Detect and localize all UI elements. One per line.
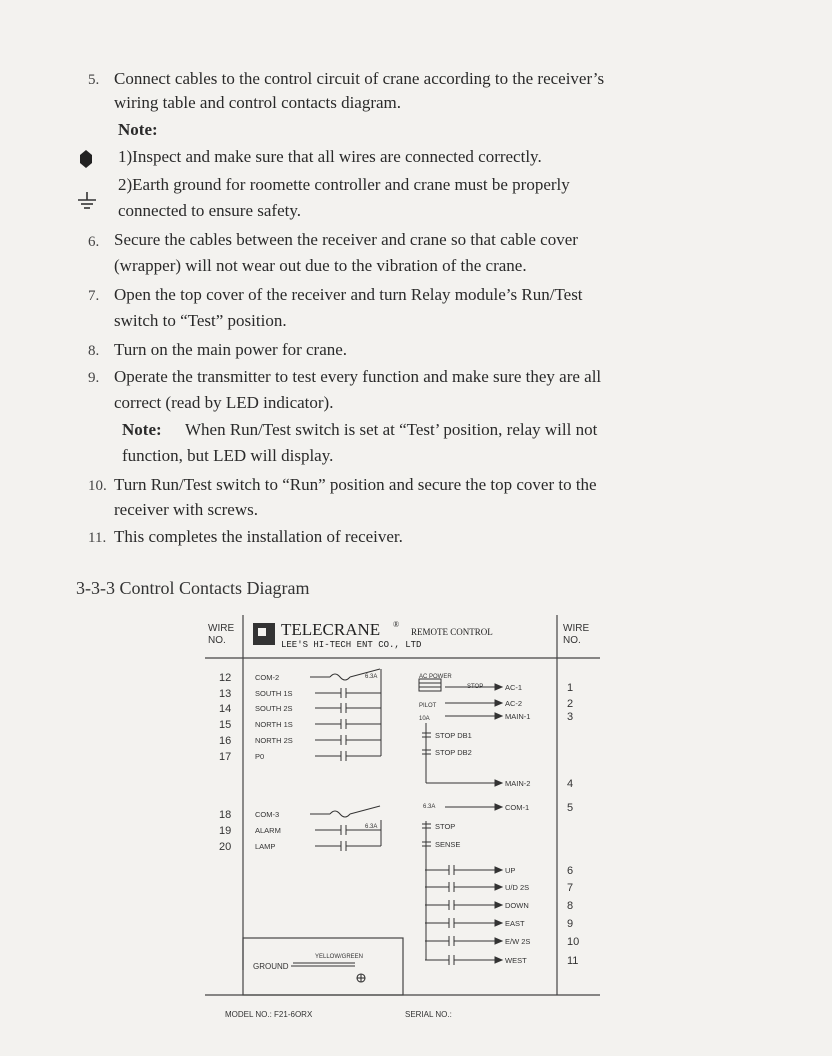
right-terminal-label: MAIN-1: [505, 712, 531, 721]
fuse10-label: 10A: [419, 716, 430, 722]
contact-symbol: [445, 713, 502, 719]
note-label: Note:: [118, 120, 158, 139]
contact-symbol: [425, 955, 502, 965]
bus-line: [419, 679, 495, 960]
stop-small-label: STOP: [467, 684, 484, 690]
model-number: MODEL NO.: F21-6ORX: [225, 1010, 313, 1019]
step-text: Operate the transmitter to test every function and make sure they are all: [114, 367, 602, 386]
left-terminal-label: SOUTH 2S: [255, 704, 293, 713]
fuse-label: 6.3A: [365, 674, 378, 680]
left-wire-number: 18: [219, 809, 232, 821]
pilot-label: PILOT: [419, 703, 437, 709]
note-item: 1)Inspect and make sure that all wires are connected correctly.: [118, 147, 542, 166]
note-text: When Run/Test switch is set at “Test’ position, relay will not: [185, 420, 598, 439]
right-wire-number: 5: [567, 802, 574, 814]
contact-symbol: [425, 865, 502, 875]
left-wire-number: 14: [219, 703, 232, 715]
right-terminal-label: AC-1: [505, 683, 523, 692]
wire-no-header: WIRE: [563, 623, 590, 634]
right-wire-number: 7: [567, 882, 574, 894]
fuse-label: 6.3A: [423, 804, 436, 810]
step-number: 5.: [88, 72, 100, 88]
step-text: Open the top cover of the receiver and turn Relay module’s Run/Test: [114, 285, 583, 304]
left-wire-number: 13: [219, 688, 232, 700]
step-text: wiring table and control contacts diagram.: [114, 93, 402, 112]
step-text: This completes the installation of receiver.: [114, 527, 403, 546]
left-wire-number: 17: [219, 751, 232, 763]
serial-number: SERIAL NO.:: [405, 1010, 452, 1019]
contact-symbol: [425, 918, 502, 928]
right-terminal-label: STOP: [435, 822, 456, 831]
yellow-green-label: YELLOW/GREEN: [315, 954, 364, 960]
contact-symbol: [315, 719, 381, 729]
step-number: 10.: [88, 478, 107, 494]
right-terminal-label: SENSE: [435, 840, 461, 849]
step-text: Connect cables to the control circuit of crane according to the receiver’s: [114, 69, 605, 88]
left-terminal-label: NORTH 1S: [255, 720, 293, 729]
step-number: 6.: [88, 234, 100, 250]
warning-icon: [79, 150, 93, 173]
right-terminal-label: COM-1: [505, 803, 530, 812]
step-text: correct (read by LED indicator).: [114, 393, 334, 412]
step-text: (wrapper) will not wear out due to the vibration of the crane.: [114, 256, 527, 275]
contact-symbol: [310, 806, 380, 817]
right-terminal-label: MAIN-2: [505, 779, 531, 788]
contact-symbol: [315, 703, 381, 713]
left-terminal-label: SOUTH 1S: [255, 689, 293, 698]
ground-symbol: [291, 963, 365, 982]
contact-symbol: [425, 900, 502, 910]
company-name: LEE'S HI-TECH ENT CO., LTD: [281, 640, 422, 650]
right-terminal-label: WEST: [505, 956, 527, 965]
contact-symbol: [445, 700, 502, 706]
ac-power-label: AC POWER: [419, 674, 452, 680]
contact-symbol: [315, 751, 381, 761]
left-terminal-label: P0: [255, 752, 265, 761]
brand-reg: ®: [393, 620, 400, 629]
section-title: 3-3-3 Control Contacts Diagram: [76, 578, 310, 598]
fuse-label: 6.3A: [365, 824, 378, 830]
note-item: connected to ensure safety.: [118, 201, 301, 220]
remote-control: REMOTE CONTROL: [411, 627, 493, 637]
left-terminal-label: ALARM: [255, 826, 281, 835]
left-wire-number: 20: [219, 841, 232, 853]
step-number: 9.: [88, 370, 100, 386]
right-wire-number: 11: [567, 955, 579, 967]
left-terminal-label: COM-2: [255, 673, 280, 682]
right-wire-number: 1: [567, 682, 574, 694]
contact-symbol: [425, 882, 502, 892]
step-text: Turn Run/Test switch to “Run” position and secure the top cover to the: [114, 475, 597, 494]
contact-symbol: [315, 735, 381, 745]
step-text: Secure the cables between the receiver and crane so that cable cover: [114, 230, 578, 249]
note-text: function, but LED will display.: [122, 446, 334, 465]
left-wire-number: 15: [219, 719, 232, 731]
left-wire-number: 12: [219, 672, 232, 684]
brand-name: TELECRANE: [281, 620, 381, 639]
contact-symbol: [315, 841, 381, 851]
contact-symbol: [315, 688, 381, 698]
right-terminal-label: STOP DB1: [435, 731, 472, 740]
note-label: Note:: [122, 420, 162, 439]
right-wire-number: 10: [567, 936, 580, 948]
right-wire-number: 3: [567, 711, 574, 723]
telecrane-logo: [253, 623, 275, 645]
ground-label: GROUND: [253, 962, 289, 971]
right-wire-number: 2: [567, 698, 574, 710]
right-terminal-label: STOP DB2: [435, 748, 472, 757]
ground-icon: [76, 192, 98, 217]
step-text: Turn on the main power for crane.: [114, 340, 348, 359]
right-terminal-label: DOWN: [505, 901, 529, 910]
right-wire-number: 8: [567, 900, 574, 912]
left-wire-number: 16: [219, 735, 232, 747]
step-number: 8.: [88, 343, 100, 359]
contact-symbol: [445, 804, 502, 810]
control-contacts-diagram: [205, 615, 605, 1025]
left-wire-number: 19: [219, 825, 232, 837]
right-terminal-label: UP: [505, 866, 516, 875]
contact-symbol: [425, 936, 502, 946]
left-terminal-label: NORTH 2S: [255, 736, 293, 745]
right-terminal-label: EAST: [505, 919, 525, 928]
wire-no-header: NO.: [208, 635, 226, 646]
wire-no-header: NO.: [563, 635, 581, 646]
left-terminal-label: COM-3: [255, 810, 280, 819]
right-terminal-label: E/W 2S: [505, 937, 531, 946]
step-number: 11.: [88, 530, 107, 546]
wire-no-header: WIRE: [208, 623, 235, 634]
note-item: 2)Earth ground for roomette controller and crane must be properly: [118, 175, 570, 194]
right-wire-number: 9: [567, 918, 574, 930]
right-wire-number: 4: [567, 778, 574, 790]
right-terminal-label: U/D 2S: [505, 883, 530, 892]
right-terminal-label: AC-2: [505, 699, 523, 708]
step-number: 7.: [88, 288, 100, 304]
left-terminal-label: LAMP: [255, 842, 276, 851]
right-wire-number: 6: [567, 865, 574, 877]
step-text: switch to “Test” position.: [114, 311, 287, 330]
step-text: receiver with screws.: [114, 500, 258, 519]
